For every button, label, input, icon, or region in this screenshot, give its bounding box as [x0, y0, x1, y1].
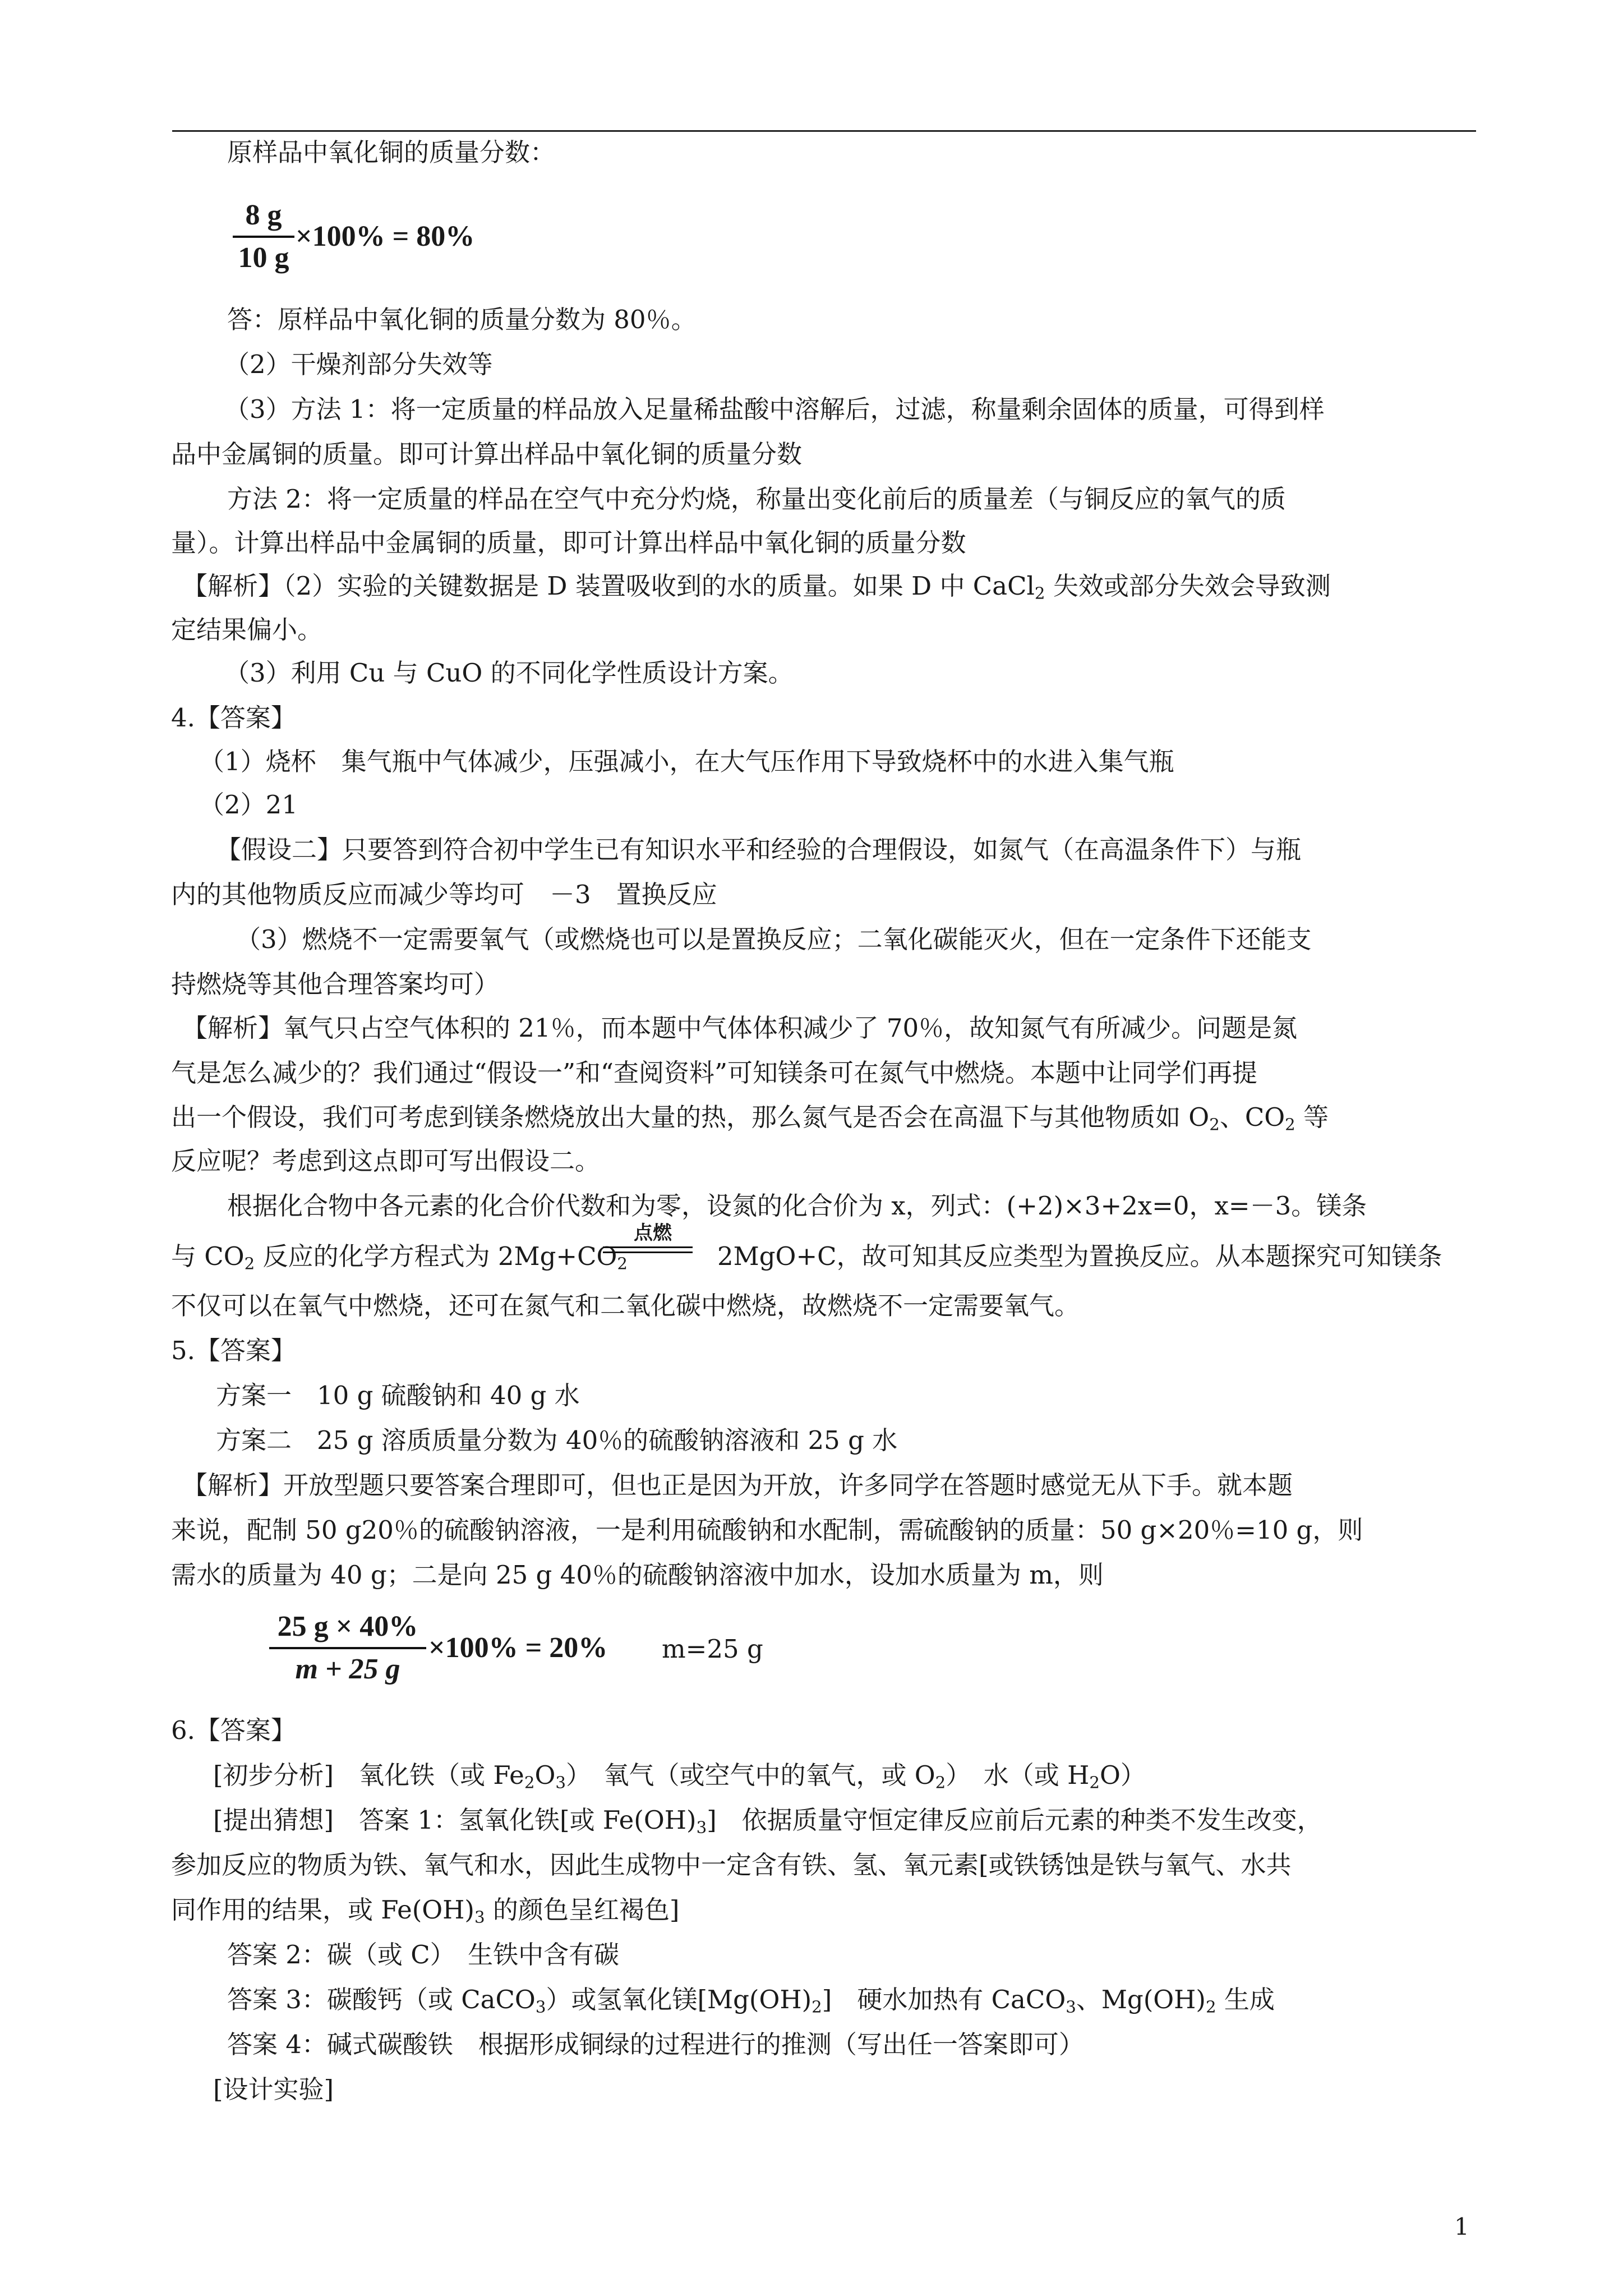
text-line: 【假设二】只要答到符合初中学生已有知识水平和经验的合理假设，如氮气（在高温条件下）与瓶	[216, 835, 1302, 864]
section-heading: 6.【答案】	[171, 1715, 296, 1745]
page-number: 1	[1454, 2213, 1469, 2240]
text-line: 同作用的结果，或 $Fe(OH)_3$ 的颜色呈红褐色]	[171, 1895, 680, 1927]
fraction-denominator: m + 25 g	[295, 1653, 400, 1685]
text-line: 品中金属铜的质量。即可计算出样品中氧化铜的质量分数	[171, 439, 803, 469]
reaction-condition: 点燃	[634, 1222, 672, 1244]
equation-line: 与 $CO_2$ 反应的化学方程式为 $2Mg+CO_2$ 2MgO+C，故可知其反应类型为置换反应。从本题探究可知镁条	[171, 1241, 1442, 1273]
reaction-arrow	[603, 1246, 693, 1253]
text-line: 方法 2：将一定质量的样品在空气中充分灼烧，称量出变化前后的质量差（与铜反应的氧气的质	[227, 484, 1286, 514]
text-line: 量）。计算出样品中金属铜的质量，即可计算出样品中氧化铜的质量分数	[171, 528, 966, 558]
fraction-denominator: 10 g	[238, 242, 289, 274]
text-line: [初步分析] 氧化铁（或 $Fe_2O_3$） 氧气（或空气中的氧气，或 $O_2$） 水（或 $H_2O$）	[213, 1760, 1146, 1792]
text-line: 答案 4：碱式碳酸铁 根据形成铜绿的过程进行的推测（写出任一答案即可）	[227, 2030, 1084, 2059]
text-line: （2）21	[199, 790, 298, 820]
text-line: 方案二 25 g 溶质质量分数为 40％的硫酸钠溶液和 25 g 水	[216, 1425, 898, 1455]
fraction-numerator: 8 g	[245, 199, 282, 231]
text-line: 出一个假设，我们可考虑到镁条燃烧放出大量的热，那么氮气是否会在高温下与其他物质如 $O_2$、$CO_2$ 等	[171, 1102, 1329, 1134]
text-line: 内的其他物质反应而减少等均可 －3 置换反应	[171, 880, 717, 909]
text-line: 答：原样品中氧化铜的质量分数为 80％。	[227, 305, 697, 334]
text-line: 原样品中氧化铜的质量分数：	[227, 137, 556, 167]
text-line: 持燃烧等其他合理答案均可）	[171, 969, 500, 999]
text-line: 答案 2：碳（或 C） 生铁中含有碳	[227, 1940, 620, 1970]
section-heading: 5.【答案】	[171, 1336, 296, 1365]
formula-result: ×100% = 80%	[296, 220, 475, 252]
text-line: 【解析】（2）实验的关键数据是 D 装置吸收到的水的质量。如果 D 中 CaCl$_2$ 失效或部分失效会导致测	[182, 571, 1331, 603]
text-line: [提出猜想] 答案 1：氢氧化铁[或 $Fe(OH)_3$] 依据质量守恒定律反应前后元素的种类不发生改变，	[213, 1805, 1322, 1837]
formula-result: ×100% = 20%	[428, 1632, 608, 1664]
fraction-numerator: 25 g × 40%	[277, 1611, 418, 1642]
text-line: m=25 g	[662, 1634, 763, 1664]
header-rule	[172, 130, 1476, 132]
fraction-bar	[269, 1647, 426, 1649]
text-line: 不仅可以在氧气中燃烧，还可在氮气和二氧化碳中燃烧，故燃烧不一定需要氧气。	[171, 1291, 1080, 1320]
fraction-bar	[233, 236, 294, 238]
text-line: 方案一 10 g 硫酸钠和 40 g 水	[216, 1381, 580, 1410]
text-line: [设计实验]	[213, 2074, 334, 2104]
text-line: 参加反应的物质为铁、氧气和水，因此生成物中一定含有铁、氢、氧元素[或铁锈蚀是铁与氧气、水共	[171, 1850, 1292, 1880]
text-line: （3）利用 Cu 与 CuO 的不同化学性质设计方案。	[224, 658, 794, 688]
text-line: 答案 3：碳酸钙（或 CaCO$_3$）或氢氧化镁$[Mg(OH)_2]$ 硬水加热有 CaCO$_3$、$Mg(OH)_2$ 生成	[227, 1985, 1275, 2017]
text-line: （1）烧杯 集气瓶中气体减少，压强减小，在大气压作用下导致烧杯中的水进入集气瓶	[199, 747, 1174, 776]
section-heading: 4.【答案】	[171, 703, 296, 733]
text-line: 定结果偏小。	[171, 615, 323, 645]
text-line: 根据化合物中各元素的化合价代数和为零，设氮的化合价为 x，列式：(+2)×3+2x=0，x=－3。镁条	[227, 1191, 1367, 1221]
text-line: （3）方法 1：将一定质量的样品放入足量稀盐酸中溶解后，过滤，称量剩余固体的质量，可得到样	[224, 394, 1325, 424]
text-line: 【解析】开放型题只要答案合理即可，但也正是因为开放，许多同学在答题时感觉无从下手。就本题	[182, 1470, 1293, 1500]
text-line: 【解析】氧气只占空气体积的 21％，而本题中气体体积减少了 70％，故知氮气有所减少。问题是氮	[182, 1013, 1298, 1043]
text-line: 反应呢？考虑到这点即可写出假设二。	[171, 1146, 601, 1176]
text-line: 需水的质量为 40 g；二是向 25 g 40％的硫酸钠溶液中加水，设加水质量为 m，则	[171, 1560, 1104, 1590]
text-line: （3）燃烧不一定需要氧气（或燃烧也可以是置换反应；二氧化碳能灭火，但在一定条件下还能支	[236, 924, 1312, 954]
text-line: 气是怎么减少的？我们通过“假设一”和“查阅资料”可知镁条可在氮气中燃烧。本题中让同学们再提	[171, 1058, 1258, 1088]
text-line: （2）干燥剂部分失效等	[224, 349, 493, 379]
text-line: 来说，配制 50 g20％的硫酸钠溶液，一是利用硫酸钠和水配制，需硫酸钠的质量：50 g×20％=10 g，则	[171, 1515, 1363, 1545]
